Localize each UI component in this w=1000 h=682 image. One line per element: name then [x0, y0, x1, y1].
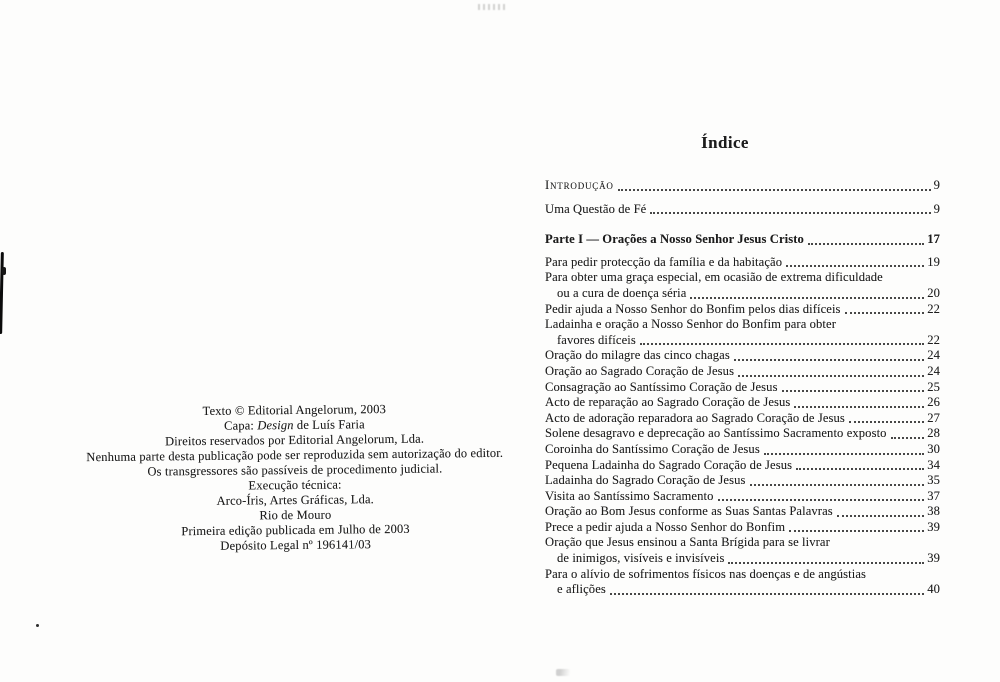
- toc-entry-label: Ladainha e oração a Nosso Senhor do Bonfim para obter: [545, 317, 837, 332]
- dot-leader: [782, 390, 925, 392]
- toc-entry-label: Uma Questão de Fé: [545, 201, 647, 216]
- toc-entry-page: 39: [927, 519, 940, 534]
- dot-leader: [796, 468, 924, 470]
- toc-entry-label: Visita ao Santíssimo Sacramento: [545, 488, 714, 503]
- technical-execution-heading: Execução técnica:: [248, 477, 342, 493]
- toc-entry-label: Parte I — Orações a Nosso Senhor Jesus Cristo: [545, 232, 804, 247]
- toc-entry-label: Para o alívio de sofrimentos físicos nas doenças e de angústias: [545, 566, 867, 581]
- toc-entry-page: 19: [927, 254, 940, 269]
- toc-entry: [545, 411, 940, 427]
- legal-warning-line: Os transgressores são passíveis de procedimento judicial.: [147, 461, 443, 479]
- dot-leader: [734, 359, 924, 361]
- toc-entry-label: favores difíceis: [557, 332, 636, 347]
- toc-entry-label: Consagração ao Santíssimo Coração de Jesus: [545, 379, 778, 394]
- toc-entry: [545, 567, 940, 598]
- scan-artifact-top-smudge: [478, 4, 506, 10]
- toc-entry-label: e aflições: [557, 582, 606, 597]
- toc-entry: [545, 255, 940, 271]
- dot-leader: [764, 453, 924, 455]
- toc-entry-page: 9: [933, 178, 940, 192]
- dot-leader: [845, 312, 925, 314]
- dot-leader: [718, 499, 925, 501]
- copyright-line: Texto © Editorial Angelorum, 2003: [202, 402, 387, 418]
- dot-leader: [837, 515, 924, 517]
- toc-entry-label: Pedir ajuda a Nosso Senhor do Bonfim pelos dias difíceis: [545, 301, 841, 316]
- scan-artifact-dot: [36, 624, 39, 627]
- toc-entry: [545, 202, 940, 218]
- toc-entry-label: de inimigos, visíveis e invisíveis: [557, 551, 725, 566]
- dot-leader: [618, 189, 931, 191]
- scan-artifact-bottom-smudge: [556, 669, 570, 676]
- scan-artifact-left-edge-scratch: [0, 252, 4, 334]
- toc-entry: [545, 317, 940, 348]
- toc-entry-label: Para obter uma graça especial, em ocasião de extrema dificuldade: [545, 270, 883, 285]
- toc-entry: [545, 178, 940, 194]
- printer-company-line: Arco-Íris, Artes Gráficas, Lda.: [216, 492, 374, 508]
- toc-entry-page: 27: [927, 410, 940, 425]
- dot-leader: [750, 484, 925, 486]
- dot-leader: [786, 265, 924, 267]
- toc-entry: [545, 364, 940, 380]
- reproduction-notice-line: Nenhuma parte desta publicação pode ser reproduzida sem autorização do editor.: [86, 445, 504, 465]
- cover-credit-suffix: de Luís Faria: [293, 417, 365, 433]
- toc-entry-label: Solene desagravo e deprecação ao Santíssimo Sacramento exposto: [545, 426, 887, 441]
- colophon-block: [54, 400, 536, 555]
- toc-entry: [545, 473, 940, 489]
- toc-entry-label: Acto de adoração reparadora ao Sagrado Coração de Jesus: [545, 410, 845, 425]
- toc-entry-label: Oração do milagre das cinco chagas: [545, 348, 730, 363]
- toc-entry: [545, 270, 940, 301]
- rights-line: Direitos reservados por Editorial Angelorum, Lda.: [165, 431, 425, 449]
- toc-entry-label: Para pedir protecção da família e da habitação: [545, 254, 783, 269]
- toc-entry-label: ou a cura de doença séria: [557, 285, 687, 300]
- dot-leader: [610, 593, 924, 595]
- toc-entry: [545, 426, 940, 442]
- cover-credit-prefix: Capa:: [224, 418, 258, 433]
- dot-leader: [849, 421, 924, 423]
- toc-entry-label: Oração ao Sagrado Coração de Jesus: [545, 363, 735, 378]
- toc-entry: [545, 458, 940, 474]
- toc-entry: [545, 442, 940, 458]
- toc-entry-label: Oração ao Bom Jesus conforme as Suas Santas Palavras: [545, 504, 833, 519]
- dot-leader: [808, 243, 924, 245]
- toc-entry-label: Prece a pedir ajuda a Nosso Senhor do Bonfim: [545, 519, 786, 534]
- toc-entry-page: 9: [933, 201, 940, 216]
- toc-entry-label: Acto de reparação ao Sagrado Coração de Jesus: [545, 395, 791, 410]
- toc-entry-page: 26: [927, 395, 940, 410]
- legal-deposit-line: Depósito Legal nº 196141/03: [220, 537, 372, 553]
- toc-entry: [545, 489, 940, 505]
- toc-entry-page: 17: [927, 232, 940, 247]
- scan-artifact-left-edge-nub: [2, 267, 6, 275]
- edition-line: Primeira edição publicada em Julho de 2003: [181, 521, 410, 539]
- dot-leader: [789, 530, 924, 532]
- toc-entry: [545, 395, 940, 411]
- toc-entry-page: 39: [927, 551, 940, 566]
- printer-city-line: Rio de Mouro: [259, 507, 332, 523]
- dot-leader: [650, 212, 930, 214]
- cover-credit-design-word: Design: [257, 418, 294, 433]
- dot-leader: [794, 406, 924, 408]
- toc-entry-page: 30: [927, 441, 940, 456]
- toc-entry-label: Introdução: [545, 178, 614, 192]
- toc-entry-page: 24: [927, 348, 940, 363]
- toc-entry-label: Oração que Jesus ensinou a Santa Brígida para se livrar: [545, 535, 830, 550]
- toc-entry-label: Coroinha do Santíssimo Coração de Jesus: [545, 441, 760, 456]
- toc-entry: [545, 520, 940, 536]
- toc-entry: [545, 348, 940, 364]
- toc-entry-page: 22: [927, 332, 940, 347]
- toc-entry-page: 34: [927, 457, 940, 472]
- toc-entry: [545, 302, 940, 318]
- toc-entry-label: Ladainha do Sagrado Coração de Jesus: [545, 473, 746, 488]
- dot-leader: [690, 297, 924, 299]
- toc-entry-page: 35: [927, 473, 940, 488]
- toc-entry: [545, 380, 940, 396]
- toc-entry-page: 40: [927, 582, 940, 597]
- toc-list: [545, 178, 940, 598]
- toc-entry-page: 22: [927, 301, 940, 316]
- toc-entry: [545, 535, 940, 566]
- dot-leader: [728, 562, 924, 564]
- toc-entry-page: 37: [927, 488, 940, 503]
- toc-entry-page: 38: [927, 504, 940, 519]
- index-title: Índice: [701, 133, 749, 152]
- dot-leader: [738, 375, 924, 377]
- dot-leader: [640, 343, 924, 345]
- toc-entry-page: 25: [927, 379, 940, 394]
- toc-entry-page: 24: [927, 363, 940, 378]
- toc-entry-label: Pequena Ladainha do Sagrado Coração de Jesus: [545, 457, 793, 472]
- toc-entry: [545, 232, 940, 248]
- toc-entry: [545, 504, 940, 520]
- toc-entry-page: 28: [927, 426, 940, 441]
- toc-entry-page: 20: [927, 285, 940, 300]
- dot-leader: [891, 437, 925, 439]
